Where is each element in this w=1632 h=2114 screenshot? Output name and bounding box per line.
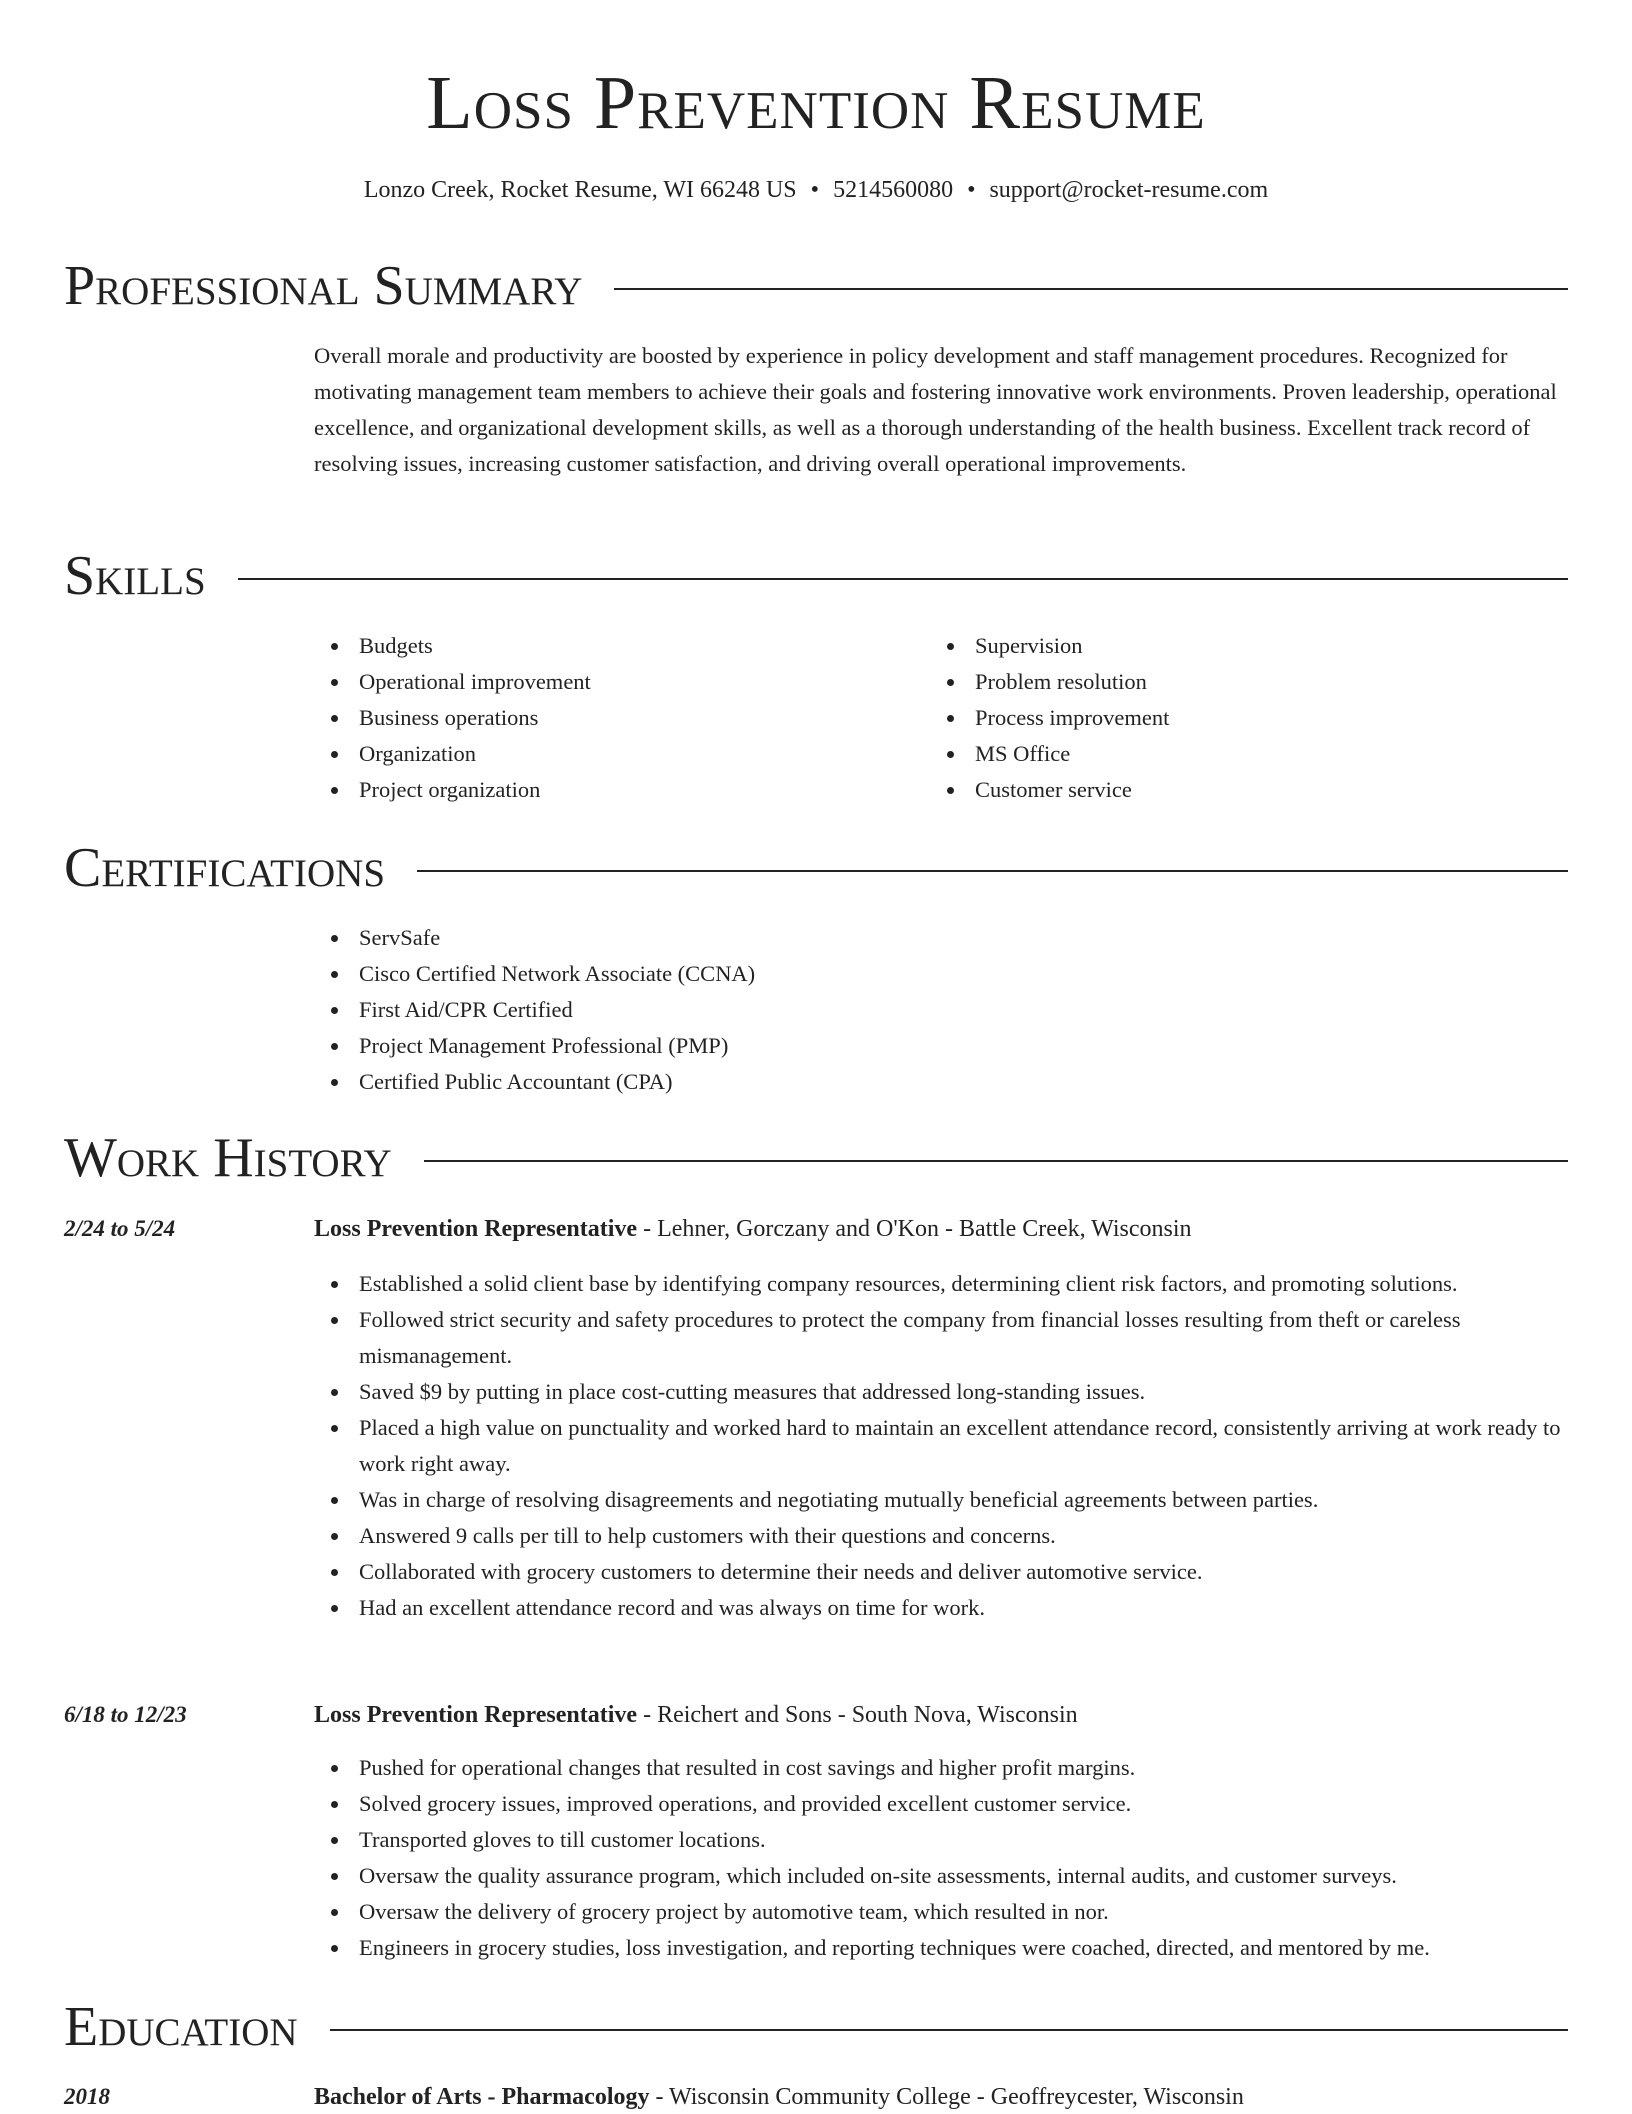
skill-item: Customer service [930,772,1530,808]
section-title-skills: Skills [64,545,238,607]
section-header-education [64,1996,1568,2058]
job-bullet: Had an excellent attendance record and was always on time for work. [314,1590,1568,1626]
job-heading [314,1212,1568,1246]
skill-item: Process improvement [930,700,1530,736]
skill-item: Supervision [930,628,1530,664]
job-dates: 2/24 to 5/24 [64,1216,176,1241]
contact-address: Lonzo Creek, Rocket Resume, WI 66248 US [363,177,797,203]
skill-item: Project organization [314,772,914,808]
certification-item: Project Management Professional (PMP) [314,1028,1568,1064]
education-heading [314,2080,1568,2114]
skills-column-left [314,628,914,808]
skills-column-right [930,628,1530,808]
section-header-summary [64,255,1568,317]
certification-item: First Aid/CPR Certified [314,992,1568,1028]
job-bullet: Saved $9 by putting in place cost-cutting measures that addressed long-standing issues. [314,1374,1568,1410]
contact-phone: 5214560080 [833,177,954,203]
skill-item: Operational improvement [314,664,914,700]
skill-item: Budgets [314,628,914,664]
job-bullet: Collaborated with grocery customers to determine their needs and deliver automotive service. [314,1554,1568,1590]
job-bullets [314,1750,1568,1966]
job-heading [314,1698,1568,1732]
section-title-education: Education [64,1996,330,2058]
resume-title: Loss Prevention Resume [426,61,1206,145]
job-title: Loss Prevention Representative [314,1702,638,1728]
contact-email[interactable]: support@rocket-resume.com [989,177,1269,203]
job-bullet: Oversaw the quality assurance program, which included on-site assessments, internal audits, and customer surveys. [314,1858,1568,1894]
section-header-skills [64,545,1568,607]
section-title-certifications: Certifications [64,837,417,899]
job-bullet: Answered 9 calls per till to help customers with their questions and concerns. [314,1518,1568,1554]
job-bullet: Oversaw the delivery of grocery project by automotive team, which resulted in nor. [314,1894,1568,1930]
education-degree: Bachelor of Arts - Pharmacology [314,2084,650,2110]
job-bullet: Pushed for operational changes that resulted in cost savings and higher profit margins. [314,1750,1568,1786]
section-title-work-history: Work History [64,1127,424,1189]
summary-paragraph: Overall morale and productivity are boosted by experience in policy development and staff management procedures. Recognized for motivating management team members to achieve their goals and fostering innovative work environments. Proven leadership, operational excellence, and organizational development skills, as well as a thorough understanding of the health business. Excellent track record of resolving issues, increasing customer satisfaction, and driving overall operational improvements. [314,343,1557,476]
contact-separator: • [967,177,976,203]
skill-item: Organization [314,736,914,772]
education-school: - Wisconsin Community College - Geoffreycester, Wisconsin [649,2084,1244,2110]
job-bullet: Solved grocery issues, improved operations, and provided excellent customer service. [314,1786,1568,1822]
job-bullet: Followed strict security and safety procedures to protect the company from financial losses resulting from theft or careless mismanagement. [314,1302,1568,1374]
skill-item: MS Office [930,736,1530,772]
job-bullet: Was in charge of resolving disagreements and negotiating mutually beneficial agreements between parties. [314,1482,1568,1518]
section-header-work-history [64,1127,1568,1189]
section-divider [64,578,1568,580]
section-header-certifications [64,837,1568,899]
skill-item: Problem resolution [930,664,1530,700]
job-title: Loss Prevention Representative [314,1216,638,1242]
job-dates: 6/18 to 12/23 [64,1702,187,1727]
job-bullet: Engineers in grocery studies, loss investigation, and reporting techniques were coached, directed, and mentored by me. [314,1930,1568,1966]
job-bullets [314,1266,1568,1626]
contact-line [0,174,1632,206]
skill-item: Business operations [314,700,914,736]
certification-item: ServSafe [314,920,1568,956]
job-employer: - Reichert and Sons - South Nova, Wisconsin [637,1702,1078,1728]
education-year: 2018 [64,2084,110,2109]
job-bullet: Placed a high value on punctuality and worked hard to maintain an excellent attendance record, consistently arriving at work ready to work right away. [314,1410,1568,1482]
certification-item: Cisco Certified Network Associate (CCNA) [314,956,1568,992]
contact-separator: • [810,177,820,203]
certifications-list [314,920,1568,1100]
job-employer: - Lehner, Gorczany and O'Kon - Battle Creek, Wisconsin [637,1216,1192,1242]
job-bullet: Transported gloves to till customer locations. [314,1822,1568,1858]
job-bullet: Established a solid client base by identifying company resources, determining client risk factors, and promoting solutions. [314,1266,1568,1302]
certification-item: Certified Public Accountant (CPA) [314,1064,1568,1100]
section-title-summary: Professional Summary [64,255,614,317]
